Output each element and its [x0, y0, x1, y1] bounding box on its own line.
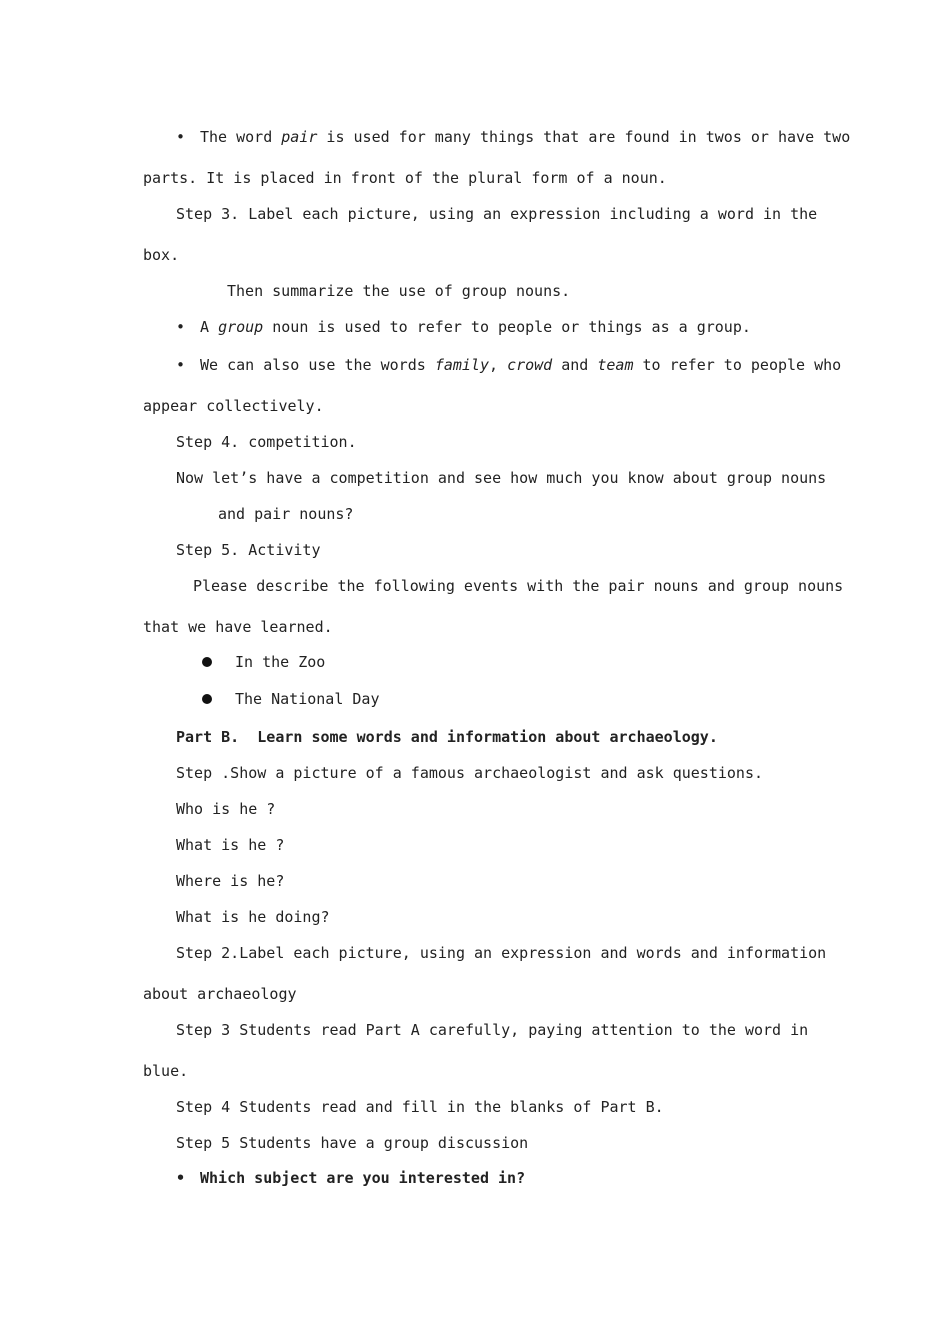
paragraph-line: Please describe the following events with the pair nouns and group nouns	[193, 577, 844, 595]
text-run: ,	[489, 356, 508, 374]
paragraph-line	[200, 127, 850, 147]
step-heading: Step 4 Students read and fill in the blanks of Part B.	[176, 1098, 664, 1116]
question-line: Who is he ?	[176, 800, 276, 818]
text-run: A	[200, 318, 219, 336]
step-heading: Step 3. Label each picture, using an expression including a word in the	[176, 205, 818, 223]
step-heading: Step 2.Label each picture, using an expression and words and information	[176, 944, 827, 962]
list-item: In the Zoo	[235, 653, 326, 671]
bullet-marker: •	[176, 356, 186, 374]
italic-term: group	[218, 318, 264, 336]
bullet-marker: •	[176, 128, 186, 146]
italic-term: family	[434, 356, 489, 374]
text-run: The word	[200, 128, 282, 146]
list-item: The National Day	[235, 690, 380, 708]
paragraph-line: blue.	[143, 1062, 189, 1080]
italic-term: pair	[281, 128, 318, 146]
paragraph-line	[200, 317, 751, 337]
paragraph-line: parts. It is placed in front of the plural form of a noun.	[143, 169, 667, 187]
paragraph-line	[200, 355, 841, 375]
question-line: What is he ?	[176, 836, 285, 854]
step-heading: Step .Show a picture of a famous archaeologist and ask questions.	[176, 764, 763, 782]
paragraph-line: and pair nouns?	[218, 505, 354, 523]
text-run: and	[552, 356, 598, 374]
text-run: to refer to people who	[633, 356, 842, 374]
paragraph-line: appear collectively.	[143, 397, 324, 415]
paragraph-line: box.	[143, 246, 180, 264]
bullet-dot-icon	[202, 694, 212, 704]
step-heading: Step 4. competition.	[176, 433, 357, 451]
question-line: What is he doing?	[176, 908, 330, 926]
text-run: We can also use the words	[200, 356, 435, 374]
discussion-question: Which subject are you interested in?	[200, 1169, 526, 1187]
section-heading: Part B. Learn some words and information about archaeology.	[176, 728, 718, 746]
paragraph-line: Now let’s have a competition and see how much you know about group nouns	[176, 469, 827, 487]
paragraph-line: Then summarize the use of group nouns.	[227, 282, 571, 300]
bullet-marker: •	[176, 318, 186, 336]
text-run: noun is used to refer to people or things as a group.	[263, 318, 751, 336]
question-line: Where is he?	[176, 872, 285, 890]
step-heading: Step 5 Students have a group discussion	[176, 1134, 529, 1152]
step-heading: Step 5. Activity	[176, 541, 321, 559]
italic-term: team	[597, 356, 634, 374]
text-run: is used for many things that are found in twos or have two	[317, 128, 851, 146]
paragraph-line: about archaeology	[143, 985, 297, 1003]
bullet-dot-icon	[202, 657, 212, 667]
step-heading: Step 3 Students read Part A carefully, paying attention to the word in	[176, 1021, 809, 1039]
italic-term: crowd	[507, 356, 553, 374]
bullet-marker: •	[176, 1169, 186, 1187]
paragraph-line: that we have learned.	[143, 618, 333, 636]
